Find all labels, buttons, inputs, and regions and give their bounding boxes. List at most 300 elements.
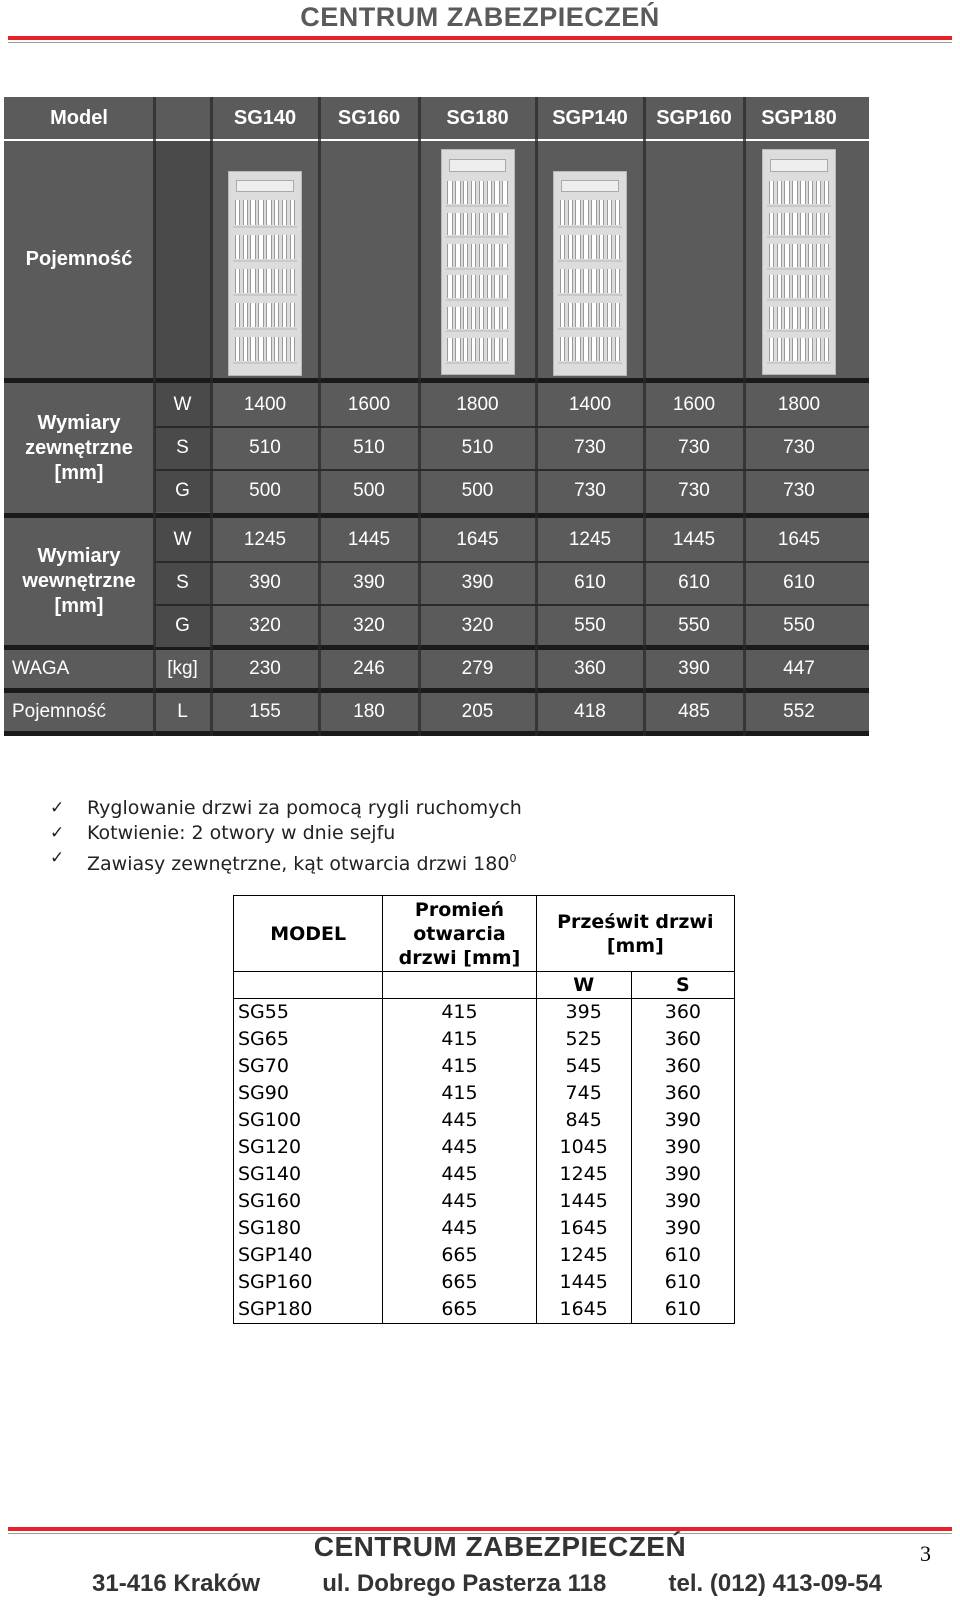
binder <box>274 235 279 260</box>
binder <box>591 269 596 294</box>
binder <box>290 269 295 294</box>
model-cell: SGP140 <box>234 1242 383 1269</box>
binder <box>784 244 789 267</box>
binder <box>808 338 813 361</box>
binder <box>258 303 263 328</box>
binder <box>777 275 782 298</box>
dimension-value: 550 <box>678 614 710 636</box>
dimension-value: 1400 <box>568 393 612 415</box>
clearance-s-cell: 360 <box>631 1080 734 1107</box>
dimension-value: 510 <box>249 436 281 458</box>
internal-dims-label: Wymiary wewnętrzne [mm] <box>22 545 136 617</box>
binder <box>266 235 271 260</box>
binder <box>502 213 507 236</box>
row-divider <box>154 604 869 606</box>
dimension-value: 730 <box>574 436 606 458</box>
binder <box>471 338 476 361</box>
binder <box>447 244 452 267</box>
binder <box>250 235 255 260</box>
binder <box>777 244 782 267</box>
dimension-letter: G <box>154 469 211 512</box>
volume-unit: L <box>177 701 188 722</box>
volume-value: 418 <box>574 701 606 722</box>
binder <box>487 307 492 330</box>
feature-text: Zawiasy zewnętrzne, kąt otwarcia drzwi 180 <box>87 853 510 875</box>
clearance-w-cell: 1245 <box>536 1161 631 1188</box>
binder <box>769 244 774 267</box>
header-red-rule <box>8 36 952 40</box>
binder-row <box>560 303 620 328</box>
binder <box>784 275 789 298</box>
dimension-value: 730 <box>783 436 815 458</box>
binder <box>816 244 821 267</box>
table-row <box>234 1026 735 1053</box>
model-cell: SG160 <box>234 1188 383 1215</box>
binder <box>266 337 271 362</box>
table-row <box>234 1296 735 1324</box>
weight-value: 230 <box>249 658 281 679</box>
column-divider <box>743 97 746 736</box>
binder-row <box>235 235 295 260</box>
binder-row <box>447 338 507 361</box>
binder <box>250 303 255 328</box>
row-divider <box>154 426 869 428</box>
binder <box>591 200 596 225</box>
binder <box>824 213 829 236</box>
binder <box>769 275 774 298</box>
dimension-row <box>4 426 869 469</box>
column-divider <box>535 97 538 736</box>
column-divider <box>153 97 156 736</box>
dimension-value: 730 <box>678 436 710 458</box>
binder <box>800 213 805 236</box>
binder <box>816 213 821 236</box>
binder <box>487 181 492 204</box>
dimension-letter: W <box>154 383 211 426</box>
binder <box>290 337 295 362</box>
column-divider <box>418 97 421 736</box>
shelf-line <box>767 205 830 207</box>
binder <box>808 181 813 204</box>
binder <box>455 181 460 204</box>
binder <box>235 235 240 260</box>
dimension-row <box>4 383 869 426</box>
binder <box>494 244 499 267</box>
weight-value: 390 <box>678 658 710 679</box>
dimension-value: 1245 <box>568 528 612 550</box>
binder-row <box>447 181 507 204</box>
binder <box>607 200 612 225</box>
radius-cell: 665 <box>383 1242 536 1269</box>
binder <box>502 244 507 267</box>
footer-title: CENTRUM ZABEZPIECZEŃ <box>313 1531 687 1562</box>
shelf-line <box>558 294 621 296</box>
binder-row <box>447 213 507 236</box>
binder <box>243 200 248 225</box>
binder <box>615 337 620 362</box>
dimension-value: 1600 <box>347 393 391 415</box>
binder <box>463 307 468 330</box>
binder <box>235 200 240 225</box>
clearance-s-cell: 390 <box>631 1188 734 1215</box>
binder <box>479 213 484 236</box>
weight-unit: [kg] <box>167 658 198 679</box>
binder <box>591 337 596 362</box>
binder <box>455 244 460 267</box>
column-divider <box>643 97 646 736</box>
sub-s-header: S <box>631 972 734 999</box>
shelf-line <box>233 260 296 262</box>
clearance-w-cell: 1645 <box>536 1215 631 1242</box>
model-header-cell: SGP180 <box>761 106 837 129</box>
checkmark-icon: ✓ <box>50 823 65 843</box>
column-divider <box>210 97 213 736</box>
dimension-row <box>4 604 869 647</box>
binder <box>479 244 484 267</box>
volume-label: Pojemność <box>12 701 106 722</box>
binder <box>575 200 580 225</box>
binder-row <box>769 244 829 267</box>
shelf-line <box>446 330 509 332</box>
clearance-w-cell: 745 <box>536 1080 631 1107</box>
binder <box>784 338 789 361</box>
binder <box>800 338 805 361</box>
binder <box>607 269 612 294</box>
shelf-line <box>558 328 621 330</box>
binder <box>243 269 248 294</box>
binder <box>502 338 507 361</box>
col-model-header: MODEL <box>234 896 383 972</box>
binder <box>494 338 499 361</box>
binder <box>792 275 797 298</box>
radius-cell: 415 <box>383 999 536 1027</box>
clearance-s-cell: 360 <box>631 999 734 1027</box>
dimension-value: 500 <box>461 479 494 501</box>
radius-cell: 665 <box>383 1296 536 1324</box>
clearance-w-cell: 1645 <box>536 1296 631 1324</box>
binder <box>769 213 774 236</box>
col-radius-header: Promień otwarcia drzwi [mm] <box>383 896 536 972</box>
table-row <box>234 1107 735 1134</box>
volume-row <box>4 693 869 731</box>
binder <box>463 275 468 298</box>
binder <box>455 275 460 298</box>
binder <box>455 338 460 361</box>
binder <box>816 338 821 361</box>
radius-cell: 445 <box>383 1188 536 1215</box>
binder-row <box>769 307 829 330</box>
binder <box>800 275 805 298</box>
binder <box>258 269 263 294</box>
binder <box>235 303 240 328</box>
dimension-value: 1600 <box>672 393 716 415</box>
binder-row <box>235 303 295 328</box>
clearance-s-cell: 610 <box>631 1296 734 1324</box>
binder <box>502 275 507 298</box>
binder <box>575 235 580 260</box>
safe-cabinet-image <box>762 149 836 375</box>
binder <box>266 269 271 294</box>
binder <box>274 337 279 362</box>
model-header-cell: SG140 <box>233 106 297 129</box>
clearance-w-cell: 1245 <box>536 1242 631 1269</box>
binder <box>560 303 565 328</box>
row-divider <box>154 561 869 563</box>
dimension-value: 390 <box>461 571 494 593</box>
binder <box>777 213 782 236</box>
binder <box>575 303 580 328</box>
binder-row <box>769 181 829 204</box>
radius-cell: 415 <box>383 1080 536 1107</box>
dimension-value: 1800 <box>777 393 821 415</box>
dimension-value: 1400 <box>243 393 287 415</box>
model-cell: SG65 <box>234 1026 383 1053</box>
binder <box>502 181 507 204</box>
radius-cell: 445 <box>383 1161 536 1188</box>
cabinet-panel <box>236 180 294 192</box>
dimension-value: 1445 <box>672 528 716 550</box>
binder <box>607 337 612 362</box>
binder <box>615 303 620 328</box>
binder <box>494 275 499 298</box>
table-row <box>234 1188 735 1215</box>
binder <box>800 307 805 330</box>
binder <box>502 307 507 330</box>
binder <box>591 303 596 328</box>
model-cell: SGP180 <box>234 1296 383 1324</box>
binder <box>784 307 789 330</box>
table-row <box>234 999 735 1027</box>
dimension-value: 320 <box>353 614 385 636</box>
binder <box>615 200 620 225</box>
binder <box>266 200 271 225</box>
shelf-line <box>767 362 830 364</box>
cabinet-panel <box>770 159 828 172</box>
model-cell: SG120 <box>234 1134 383 1161</box>
radius-cell: 415 <box>383 1053 536 1080</box>
dimension-value: 320 <box>461 614 494 636</box>
binder <box>599 235 604 260</box>
binder <box>568 269 573 294</box>
binder <box>250 337 255 362</box>
model-header-cell: SGP140 <box>552 106 628 129</box>
radius-cell: 445 <box>383 1215 536 1242</box>
binder-row <box>235 337 295 362</box>
binder <box>487 244 492 267</box>
weight-label: WAGA <box>12 658 70 679</box>
clearance-w-cell: 845 <box>536 1107 631 1134</box>
clearance-s-cell: 610 <box>631 1242 734 1269</box>
model-cell: SG180 <box>234 1215 383 1242</box>
binder-row <box>447 244 507 267</box>
model-cell: SG55 <box>234 999 383 1027</box>
dimension-value: 1645 <box>456 528 499 550</box>
binder <box>777 181 782 204</box>
page-number: 3 <box>920 1541 931 1566</box>
binder <box>599 303 604 328</box>
door-clearance-table <box>233 895 735 1324</box>
binder <box>615 235 620 260</box>
binder-row <box>560 337 620 362</box>
binder <box>800 244 805 267</box>
clearance-w-cell: 395 <box>536 999 631 1027</box>
binder <box>243 303 248 328</box>
dimension-value: 610 <box>783 571 815 593</box>
binder <box>792 307 797 330</box>
clearance-s-cell: 390 <box>631 1161 734 1188</box>
binder <box>479 275 484 298</box>
binder <box>808 275 813 298</box>
dimension-value: 550 <box>783 614 815 636</box>
binder <box>568 303 573 328</box>
table-row <box>234 1080 735 1107</box>
radius-cell: 445 <box>383 1107 536 1134</box>
binder <box>560 269 565 294</box>
binder-row <box>560 200 620 225</box>
binder <box>568 200 573 225</box>
binder <box>463 181 468 204</box>
footer-address <box>92 1570 882 1598</box>
binder <box>250 269 255 294</box>
weight-value: 279 <box>461 658 494 679</box>
dimension-row <box>4 469 869 512</box>
model-cell: SGP160 <box>234 1269 383 1296</box>
dimension-value: 1445 <box>347 528 391 550</box>
shelf-line <box>446 299 509 301</box>
dimension-value: 1245 <box>243 528 287 550</box>
binder-row <box>235 269 295 294</box>
binder <box>575 269 580 294</box>
shelf-line <box>767 330 830 332</box>
dimension-value: 500 <box>249 479 281 501</box>
binder <box>258 200 263 225</box>
weight-value: 447 <box>783 658 815 679</box>
binder-row <box>769 213 829 236</box>
dimension-letter: S <box>154 426 211 469</box>
binder <box>494 307 499 330</box>
binder <box>471 244 476 267</box>
volume-value: 485 <box>678 701 710 722</box>
binder-row <box>560 269 620 294</box>
shelf-line <box>233 294 296 296</box>
model-cell: SG140 <box>234 1161 383 1188</box>
binder <box>568 337 573 362</box>
spec-header-row <box>4 97 869 139</box>
binder <box>235 269 240 294</box>
shelf-line <box>767 236 830 238</box>
binder <box>792 213 797 236</box>
clearance-w-cell: 525 <box>536 1026 631 1053</box>
dimension-value: 390 <box>249 571 281 593</box>
binder <box>243 235 248 260</box>
page-header-title: CENTRUM ZABEZPIECZEŃ <box>300 2 660 32</box>
table-row <box>234 1053 735 1080</box>
dimension-letter: G <box>154 604 211 647</box>
table-row <box>234 1134 735 1161</box>
binder <box>769 307 774 330</box>
binder <box>479 307 484 330</box>
binder <box>258 235 263 260</box>
cabinet-panel <box>561 180 619 192</box>
shelf-line <box>233 328 296 330</box>
binder <box>583 235 588 260</box>
binder <box>455 213 460 236</box>
binder <box>607 303 612 328</box>
model-cell: SG100 <box>234 1107 383 1134</box>
binder-row <box>447 307 507 330</box>
binder <box>282 337 287 362</box>
table-row <box>234 1242 735 1269</box>
model-cell: SG90 <box>234 1080 383 1107</box>
binder <box>816 307 821 330</box>
binder <box>583 200 588 225</box>
binder <box>784 181 789 204</box>
shelf-line <box>767 268 830 270</box>
binder <box>808 244 813 267</box>
binder <box>494 181 499 204</box>
binder <box>250 200 255 225</box>
binder <box>591 235 596 260</box>
binder <box>447 338 452 361</box>
model-header-cell: SG180 <box>446 106 509 129</box>
binder <box>769 338 774 361</box>
binder <box>568 235 573 260</box>
binder-row <box>769 338 829 361</box>
binder <box>471 213 476 236</box>
binder <box>447 213 452 236</box>
binder <box>560 200 565 225</box>
shelf-line <box>446 268 509 270</box>
clearance-s-cell: 390 <box>631 1107 734 1134</box>
volume-value: 155 <box>249 701 281 722</box>
binder <box>274 200 279 225</box>
model-header-cell: SGP160 <box>656 106 732 129</box>
binder <box>824 307 829 330</box>
table-row <box>234 1215 735 1242</box>
table-row <box>234 1161 735 1188</box>
shelf-line <box>446 362 509 364</box>
sub-w-header: W <box>536 972 631 999</box>
binder <box>290 303 295 328</box>
binder <box>583 269 588 294</box>
clearance-w-cell: 545 <box>536 1053 631 1080</box>
empty-cell <box>383 972 536 999</box>
binder <box>792 338 797 361</box>
dimension-value: 1800 <box>456 393 499 415</box>
binder <box>824 244 829 267</box>
dimension-row <box>4 518 869 561</box>
volume-value: 180 <box>353 701 385 722</box>
binder <box>816 275 821 298</box>
dimension-value: 730 <box>574 479 606 501</box>
binder <box>487 338 492 361</box>
clearance-s-cell: 610 <box>631 1269 734 1296</box>
binder <box>471 275 476 298</box>
safe-cabinet-image <box>228 171 302 376</box>
shelf-line <box>446 236 509 238</box>
model-header-cell: SG160 <box>337 106 401 129</box>
binder-row <box>447 275 507 298</box>
binder <box>282 269 287 294</box>
weight-value: 246 <box>353 658 385 679</box>
clearance-s-cell: 360 <box>631 1026 734 1053</box>
binder <box>258 337 263 362</box>
binder <box>792 244 797 267</box>
clearance-s-cell: 390 <box>631 1215 734 1242</box>
table-row <box>234 1269 735 1296</box>
footer-postcode-city: 31-416 Kraków <box>92 1570 261 1597</box>
spec-image-row <box>4 141 869 378</box>
